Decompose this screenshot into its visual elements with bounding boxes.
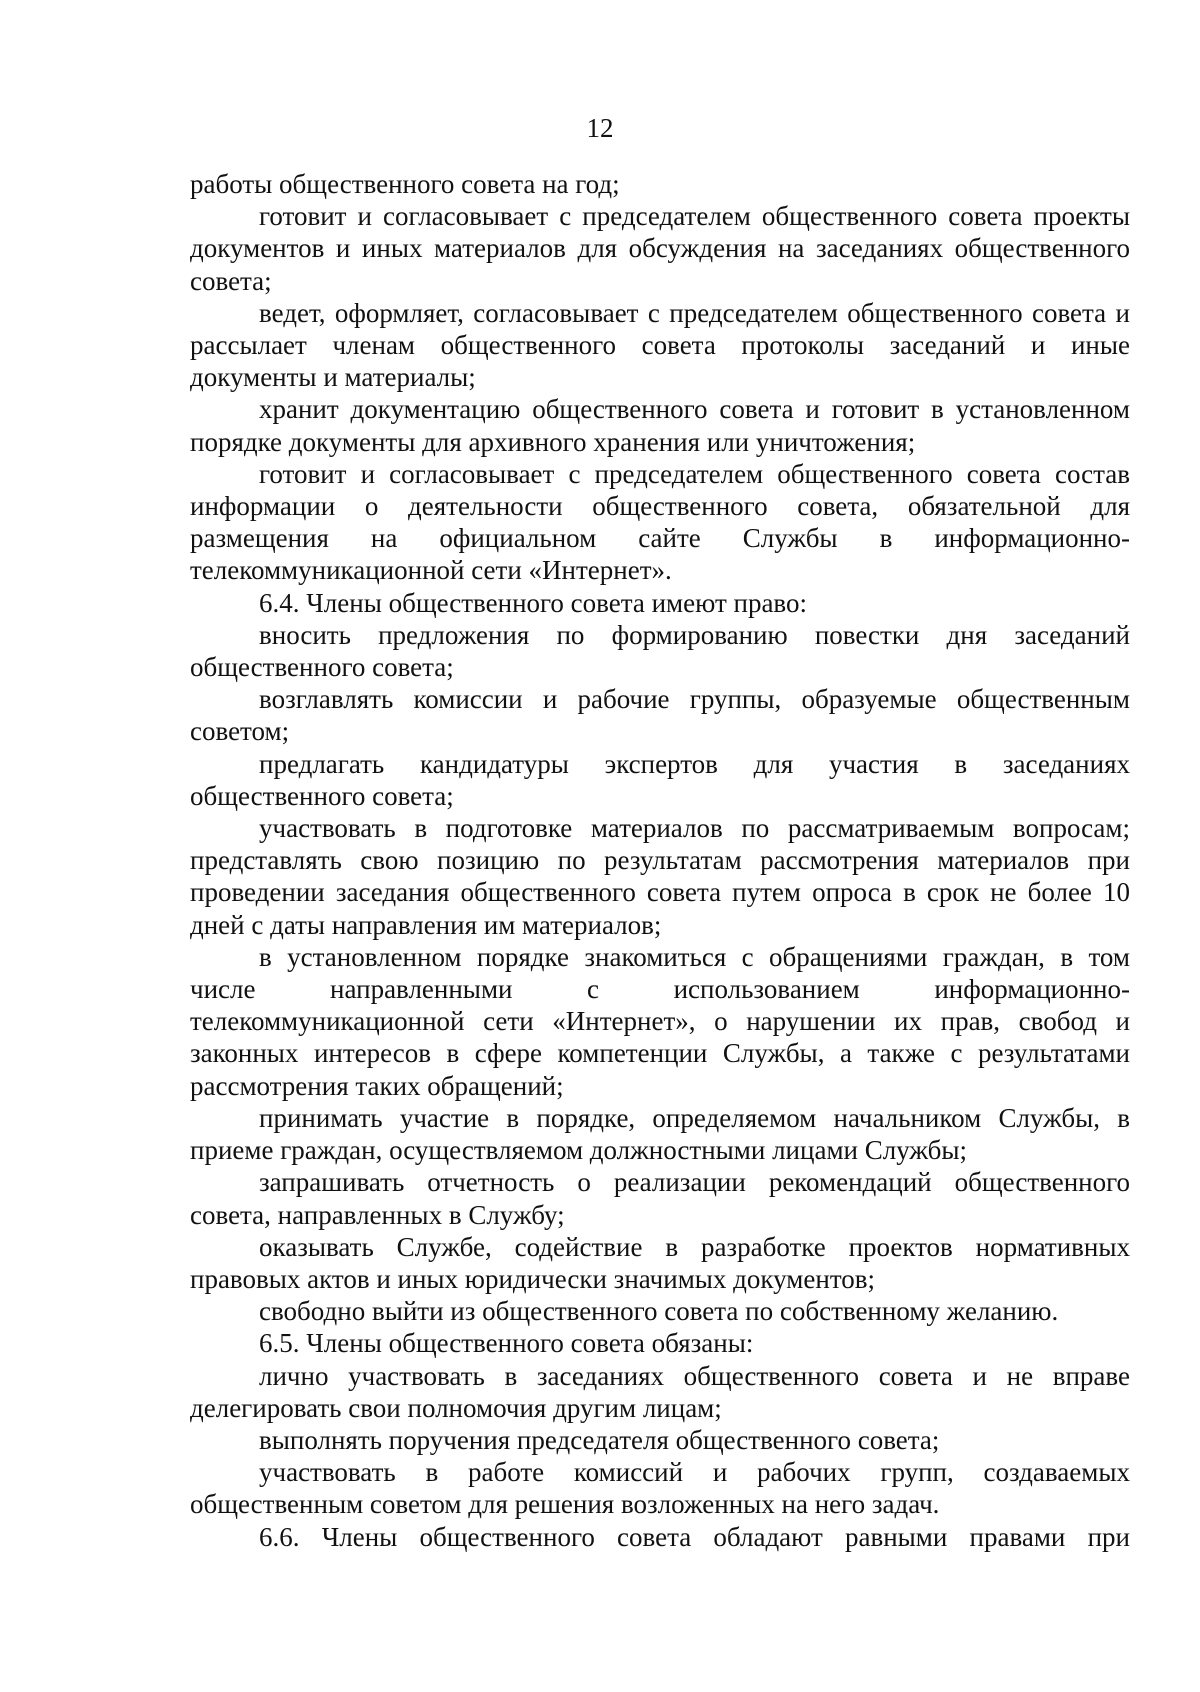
- paragraph: ведет, оформляет, согласовывает с председателем общественного совета и рассылает членам общественного совета протоколы заседаний и иные документы и материалы;: [190, 297, 1130, 393]
- paragraph: участвовать в работе комиссий и рабочих групп, создаваемых общественным советом для решения возложенных на него задач.: [190, 1457, 1130, 1520]
- section-heading: 6.4. Члены общественного совета имеют право:: [259, 587, 807, 618]
- paragraph: в установленном порядке знакомиться с обращениями граждан, в том числе направленными с использованием информационно-телекоммуникационной сети «Интернет», о нарушении их прав, свобод и законных интересов в сфере компетенции Службы, а также с результатами рассмотрения таких обращений;: [190, 941, 1130, 1101]
- paragraph: оказывать Службе, содействие в разработке проектов нормативных правовых актов и иных юридически значимых документов;: [190, 1231, 1130, 1294]
- page-number: 12: [586, 113, 614, 143]
- paragraph: выполнять поручения председателя общественного совета;: [259, 1424, 940, 1455]
- paragraph: работы общественного совета на год;: [190, 169, 620, 199]
- section-heading-continued: 6.6. Члены общественного совета обладают равными правами при: [259, 1521, 1130, 1552]
- paragraph: лично участвовать в заседаниях общественного совета и не вправе делегировать свои полномочия другим лицам;: [190, 1360, 1130, 1423]
- paragraph: запрашивать отчетность о реализации рекомендаций общественного совета, направленных в Службу;: [190, 1167, 1130, 1230]
- section-heading: 6.5. Члены общественного совета обязаны:: [259, 1328, 754, 1359]
- document-body: [190, 168, 1130, 1553]
- paragraph: возглавлять комиссии и рабочие группы, образуемые общественным советом;: [190, 684, 1130, 747]
- paragraph: принимать участие в порядке, определяемом начальником Службы, в приеме граждан, осуществляемом должностными лицами Службы;: [190, 1102, 1130, 1166]
- paragraph: готовит и согласовывает с председателем общественного совета состав информации о деятельности общественного совета, обязательной для размещения на официальном сайте Службы в информационно-телекоммуникационной сети «Интернет».: [190, 458, 1130, 586]
- paragraph: участвовать в подготовке материалов по рассматриваемым вопросам; представлять свою позицию по результатам рассмотрения материалов при проведении заседания общественного совета путем опроса в срок не более 10 дней с даты направления им материалов;: [190, 813, 1130, 940]
- paragraph: хранит документацию общественного совета и готовит в установленном порядке документы для архивного хранения или уничтожения;: [190, 394, 1130, 457]
- paragraph: свободно выйти из общественного совета по собственному желанию.: [259, 1296, 1059, 1327]
- paragraph: предлагать кандидатуры экспертов для участия в заседаниях общественного совета;: [190, 748, 1130, 811]
- paragraph: готовит и согласовывает с председателем общественного совета проекты документов и иных материалов для обсуждения на заседаниях общественного совета;: [190, 201, 1130, 296]
- paragraph: вносить предложения по формированию повестки дня заседаний общественного совета;: [190, 619, 1130, 683]
